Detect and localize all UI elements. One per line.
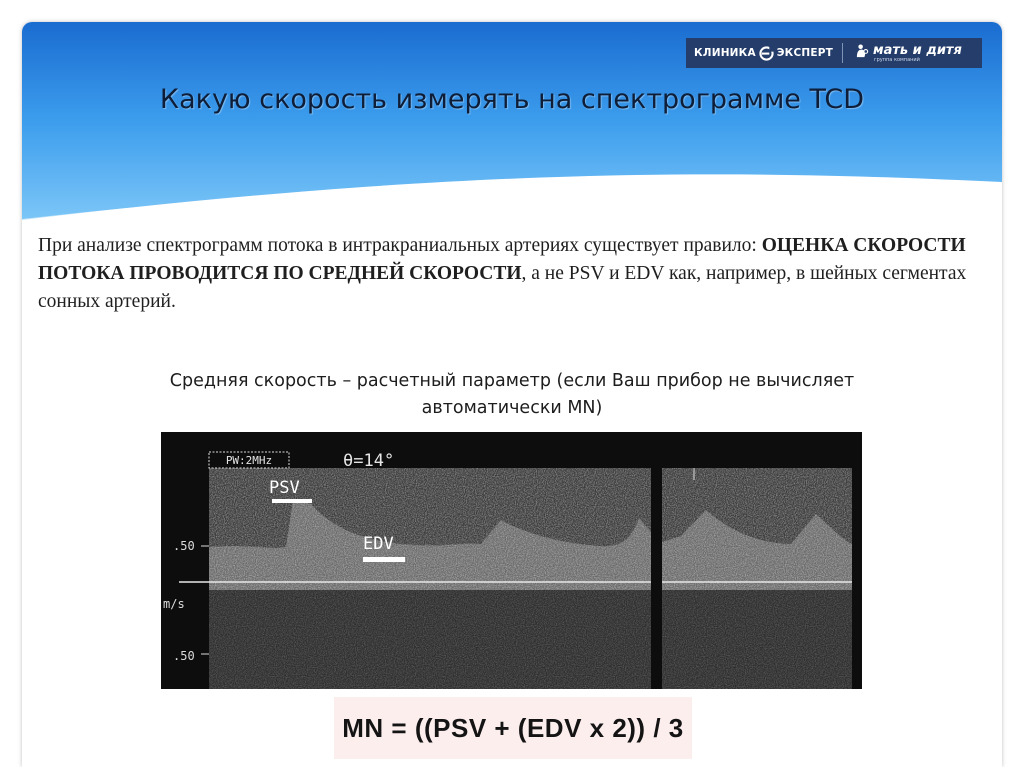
- edv-marker: [363, 557, 405, 562]
- rule-paragraph: [38, 232, 998, 316]
- clinic-logo-left-text: КЛИНИКА: [694, 47, 756, 59]
- mode-label: PW:2MHz: [225, 454, 273, 467]
- mean-velocity-note: [62, 368, 962, 422]
- clinic-expert-logo: [686, 46, 833, 61]
- mean-velocity-note-line-2: автоматически MN): [421, 398, 603, 418]
- mother-child-mark-icon: [855, 43, 870, 58]
- clinic-logo-right-text: ЭКСПЕРТ: [776, 47, 833, 59]
- clinic-expert-mark-icon: [759, 46, 774, 61]
- scale-bottom-label: .50: [173, 649, 195, 663]
- mean-velocity-note-line-1: Средняя скорость – расчетный параметр (если Ваш прибор не вычисляет: [169, 371, 855, 391]
- logo-bar: [686, 38, 982, 68]
- rule-paragraph-end: , а не PSV и EDV как, например, в шейных сегментах сонных артерий.: [38, 263, 967, 312]
- psv-marker: [272, 499, 312, 503]
- page-title: Какую скорость измерять на спектрограмме TCD: [159, 84, 865, 115]
- scale-top-label: .50: [173, 539, 195, 553]
- mother-child-logo-text: мать и дитя: [873, 43, 962, 58]
- spectrogram-gap: [651, 468, 662, 689]
- unit-label: m/s: [163, 597, 185, 611]
- psv-label: PSV: [269, 478, 300, 498]
- rule-paragraph-emphasis: ОЦЕНКА СКОРОСТИ ПОТОКА ПРОВОДИТСЯ ПО СРЕДНЕЙ СКОРОСТИ: [38, 235, 966, 284]
- spectrogram-lower-shade: [209, 590, 852, 689]
- mother-child-logo-subtext: группа компаний: [874, 57, 920, 63]
- mother-child-logo: [852, 43, 962, 63]
- angle-label: θ=14°: [343, 451, 395, 471]
- logo-divider: [842, 43, 843, 63]
- formula-box: [334, 697, 692, 759]
- rule-paragraph-start: При анализе спектрограмм потока в интракраниальных артериях существует правило:: [38, 235, 762, 256]
- slide: [22, 22, 1002, 767]
- mean-velocity-formula: MN = ((PSV + (EDV x 2)) / 3: [342, 712, 684, 743]
- doppler-spectrogram: [161, 432, 862, 689]
- edv-label: EDV: [363, 534, 394, 554]
